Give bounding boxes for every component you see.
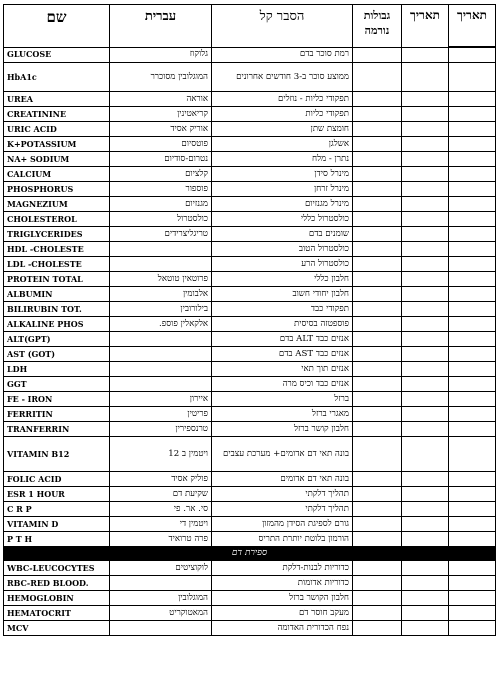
table-row <box>4 137 496 152</box>
test-name: VITAMIN D <box>4 517 110 532</box>
date-2-cell[interactable] <box>449 63 496 92</box>
date-1-cell[interactable] <box>402 437 449 472</box>
norm-range-cell[interactable] <box>353 47 402 63</box>
test-hebrew: אוריק אסיד <box>110 122 212 137</box>
norm-range-cell[interactable] <box>353 122 402 137</box>
test-explanation: חלבון קושר ברזל <box>212 422 353 437</box>
date-2-cell[interactable] <box>449 92 496 107</box>
test-hebrew: קלציום <box>110 167 212 182</box>
test-hebrew: אוראה <box>110 92 212 107</box>
test-explanation: כדוריות לבנות-דלקת <box>212 561 353 576</box>
table-row <box>4 287 496 302</box>
table-row <box>4 92 496 107</box>
date-2-cell[interactable] <box>449 332 496 347</box>
norm-range-cell[interactable] <box>353 362 402 377</box>
norm-range-cell[interactable] <box>353 347 402 362</box>
table-row <box>4 621 496 636</box>
date-2-cell[interactable] <box>449 392 496 407</box>
test-hebrew: אלקאלין פוספ. <box>110 317 212 332</box>
table-row <box>4 407 496 422</box>
table-row <box>4 302 496 317</box>
lab-tests-table <box>3 4 496 636</box>
date-2-cell[interactable] <box>449 137 496 152</box>
norm-range-cell[interactable] <box>353 407 402 422</box>
table-row <box>4 606 496 621</box>
test-explanation: מינרל סידן <box>212 167 353 182</box>
test-hebrew: פוספור <box>110 182 212 197</box>
tests-body <box>4 47 496 547</box>
date-2-cell[interactable] <box>449 272 496 287</box>
date-2-cell[interactable] <box>449 212 496 227</box>
test-hebrew <box>110 332 212 347</box>
test-explanation: בונה תאי דם אדומים <box>212 472 353 487</box>
date-2-cell[interactable] <box>449 152 496 167</box>
test-explanation: כולסטרול הטוב <box>212 242 353 257</box>
test-explanation: פוספטזה בסיסית <box>212 317 353 332</box>
test-explanation: מעקב חוסר דם <box>212 606 353 621</box>
test-explanation: בונה תאי דם אדומים+ מערכת עצבים <box>212 437 353 472</box>
test-name: HbA1c <box>4 63 110 92</box>
test-name: CREATININE <box>4 107 110 122</box>
table-row <box>4 182 496 197</box>
date-1-cell[interactable] <box>402 167 449 182</box>
norm-range-cell[interactable] <box>353 287 402 302</box>
test-explanation: מינרל מגנזיום <box>212 197 353 212</box>
test-explanation: אשלגן <box>212 137 353 152</box>
date-1-cell[interactable] <box>402 407 449 422</box>
table-row <box>4 107 496 122</box>
test-name: CHOLESTEROL <box>4 212 110 227</box>
header-hebrew: עברית <box>110 5 212 48</box>
date-1-cell[interactable] <box>402 591 449 606</box>
date-1-cell[interactable] <box>402 107 449 122</box>
norm-range-cell[interactable] <box>353 182 402 197</box>
test-name: ALT(GPT) <box>4 332 110 347</box>
test-hebrew: נטרום-סודיום <box>110 152 212 167</box>
norm-range-cell[interactable] <box>353 167 402 182</box>
date-1-cell[interactable] <box>402 362 449 377</box>
date-1-cell[interactable] <box>402 137 449 152</box>
norm-range-cell[interactable] <box>353 257 402 272</box>
test-explanation: תהליך דלקתי <box>212 487 353 502</box>
norm-range-cell[interactable] <box>353 152 402 167</box>
norm-range-cell[interactable] <box>353 392 402 407</box>
table-row <box>4 392 496 407</box>
test-name: HEMATOCRIT <box>4 606 110 621</box>
test-hebrew: לוקוציטים <box>110 561 212 576</box>
test-explanation: רמת סוכר בדם <box>212 47 353 63</box>
date-2-cell[interactable] <box>449 227 496 242</box>
test-name: PHOSPHORUS <box>4 182 110 197</box>
norm-range-cell[interactable] <box>353 272 402 287</box>
date-2-cell[interactable] <box>449 287 496 302</box>
test-name: ESR 1 HOUR <box>4 487 110 502</box>
test-hebrew <box>110 347 212 362</box>
norm-range-cell[interactable] <box>353 227 402 242</box>
test-explanation: אנזים כבד וכיס מרה <box>212 377 353 392</box>
date-2-cell[interactable] <box>449 621 496 636</box>
table-row <box>4 47 496 63</box>
date-2-cell[interactable] <box>449 437 496 472</box>
table-row <box>4 576 496 591</box>
date-2-cell[interactable] <box>449 532 496 547</box>
date-2-cell[interactable] <box>449 122 496 137</box>
test-name: PROTEIN TOTAL <box>4 272 110 287</box>
date-1-cell[interactable] <box>402 287 449 302</box>
date-2-cell[interactable] <box>449 182 496 197</box>
date-1-cell[interactable] <box>402 621 449 636</box>
date-2-cell[interactable] <box>449 502 496 517</box>
test-name: TRIGLYCERIDES <box>4 227 110 242</box>
date-1-cell[interactable] <box>402 272 449 287</box>
table-row <box>4 272 496 287</box>
date-1-cell[interactable] <box>402 122 449 137</box>
norm-range-cell[interactable] <box>353 92 402 107</box>
norm-range-cell[interactable] <box>353 606 402 621</box>
norm-range-cell[interactable] <box>353 502 402 517</box>
date-2-cell[interactable] <box>449 197 496 212</box>
norm-range-cell[interactable] <box>353 621 402 636</box>
test-hebrew: אלבומין <box>110 287 212 302</box>
date-1-cell[interactable] <box>402 317 449 332</box>
norm-range-cell[interactable] <box>353 63 402 92</box>
date-1-cell[interactable] <box>402 532 449 547</box>
header-name: שם <box>4 5 110 48</box>
test-explanation: מינרל זרחן <box>212 182 353 197</box>
test-name: UREA <box>4 92 110 107</box>
norm-range-cell[interactable] <box>353 422 402 437</box>
test-hebrew: מגנזיום <box>110 197 212 212</box>
date-2-cell[interactable] <box>449 487 496 502</box>
test-explanation: נתרן - מלח <box>212 152 353 167</box>
test-name: VITAMIN B12 <box>4 437 110 472</box>
table-row <box>4 257 496 272</box>
test-name: NA+ SODIUM <box>4 152 110 167</box>
date-2-cell[interactable] <box>449 576 496 591</box>
test-hebrew: טרנספירין <box>110 422 212 437</box>
norm-range-cell[interactable] <box>353 242 402 257</box>
header-date-1: תאריך <box>402 5 449 48</box>
date-2-cell[interactable] <box>449 47 496 63</box>
test-name: TRANFERRIN <box>4 422 110 437</box>
table-row <box>4 362 496 377</box>
date-2-cell[interactable] <box>449 472 496 487</box>
test-name: LDL -CHOLESTE <box>4 257 110 272</box>
test-hebrew: פרה טרואיד <box>110 532 212 547</box>
test-hebrew <box>110 576 212 591</box>
test-name: HDL -CHOLESTE <box>4 242 110 257</box>
norm-range-cell[interactable] <box>353 517 402 532</box>
table-row <box>4 212 496 227</box>
test-name: MCV <box>4 621 110 636</box>
norm-range-cell[interactable] <box>353 576 402 591</box>
test-hebrew: המוגלובין <box>110 591 212 606</box>
test-name: GGT <box>4 377 110 392</box>
date-1-cell[interactable] <box>402 377 449 392</box>
test-hebrew: ויטמין די <box>110 517 212 532</box>
test-name: RBC-RED BLOOD. <box>4 576 110 591</box>
date-1-cell[interactable] <box>402 347 449 362</box>
date-1-cell[interactable] <box>402 487 449 502</box>
test-explanation: אנזים כבד ALT בדם <box>212 332 353 347</box>
test-hebrew <box>110 242 212 257</box>
norm-range-cell[interactable] <box>353 487 402 502</box>
table-row <box>4 242 496 257</box>
test-name: CALCIUM <box>4 167 110 182</box>
table-row <box>4 317 496 332</box>
date-2-cell[interactable] <box>449 257 496 272</box>
norm-range-cell[interactable] <box>353 212 402 227</box>
date-1-cell[interactable] <box>402 63 449 92</box>
date-1-cell[interactable] <box>402 472 449 487</box>
test-hebrew <box>110 257 212 272</box>
test-name: MAGNEZIUM <box>4 197 110 212</box>
norm-range-cell[interactable] <box>353 332 402 347</box>
norm-range-cell[interactable] <box>353 107 402 122</box>
test-explanation: חומצת שתן <box>212 122 353 137</box>
test-name: WBC-LEUCOCYTES <box>4 561 110 576</box>
blood-count-body <box>4 561 496 636</box>
header-row <box>4 5 496 48</box>
date-1-cell[interactable] <box>402 227 449 242</box>
norm-range-cell[interactable] <box>353 197 402 212</box>
norm-range-cell[interactable] <box>353 137 402 152</box>
table-row <box>4 437 496 472</box>
test-explanation: חלבון הקושר ברזל <box>212 591 353 606</box>
date-2-cell[interactable] <box>449 591 496 606</box>
test-explanation: כדוריות אדומות <box>212 576 353 591</box>
table-row <box>4 502 496 517</box>
test-name: K+POTASSIUM <box>4 137 110 152</box>
test-name: URIC ACID <box>4 122 110 137</box>
test-explanation: כולסטרול כללי <box>212 212 353 227</box>
date-2-cell[interactable] <box>449 167 496 182</box>
test-explanation: תפקודי כליות <box>212 107 353 122</box>
date-2-cell[interactable] <box>449 362 496 377</box>
norm-range-cell[interactable] <box>353 317 402 332</box>
table-row <box>4 561 496 576</box>
date-2-cell[interactable] <box>449 302 496 317</box>
norm-range-cell[interactable] <box>353 532 402 547</box>
test-hebrew: איירון <box>110 392 212 407</box>
table-row <box>4 517 496 532</box>
norm-range-cell[interactable] <box>353 561 402 576</box>
date-1-cell[interactable] <box>402 152 449 167</box>
date-1-cell[interactable] <box>402 561 449 576</box>
date-1-cell[interactable] <box>402 422 449 437</box>
section-title: ספירת דם <box>4 547 496 561</box>
test-name: HEMOGLOBIN <box>4 591 110 606</box>
test-hebrew: פוטסיום <box>110 137 212 152</box>
test-explanation: תפקודי כליות - נוזלים <box>212 92 353 107</box>
test-explanation: ברזל <box>212 392 353 407</box>
test-hebrew: המאטוקריט <box>110 606 212 621</box>
norm-range-cell[interactable] <box>353 377 402 392</box>
test-hebrew: קריאטינין <box>110 107 212 122</box>
table-row <box>4 332 496 347</box>
test-explanation: אנזים כבד AST בדם <box>212 347 353 362</box>
table-row <box>4 63 496 92</box>
norm-range-cell[interactable] <box>353 437 402 472</box>
test-hebrew: פריטין <box>110 407 212 422</box>
date-2-cell[interactable] <box>449 242 496 257</box>
table-row <box>4 122 496 137</box>
header-norm-line1: גבולות <box>363 9 391 22</box>
norm-range-cell[interactable] <box>353 472 402 487</box>
table-row <box>4 487 496 502</box>
date-1-cell[interactable] <box>402 182 449 197</box>
test-explanation: גורם לספיגת הסידן מהמזון <box>212 517 353 532</box>
test-explanation: מאגרי ברזל <box>212 407 353 422</box>
table-row <box>4 591 496 606</box>
test-name: FE - IRON <box>4 392 110 407</box>
date-2-cell[interactable] <box>449 561 496 576</box>
date-1-cell[interactable] <box>402 47 449 63</box>
test-name: GLUCOSE <box>4 47 110 63</box>
date-1-cell[interactable] <box>402 332 449 347</box>
table-row <box>4 197 496 212</box>
test-hebrew: סי. אר. פי <box>110 502 212 517</box>
test-hebrew: המוגלובין מסוכרר <box>110 63 212 92</box>
test-name: ALKALINE PHOS <box>4 317 110 332</box>
date-2-cell[interactable] <box>449 317 496 332</box>
test-name: BILIRUBIN TOT. <box>4 302 110 317</box>
date-1-cell[interactable] <box>402 576 449 591</box>
date-1-cell[interactable] <box>402 302 449 317</box>
table-row <box>4 152 496 167</box>
test-hebrew: פוליק אסיד <box>110 472 212 487</box>
test-hebrew: כולסטרול <box>110 212 212 227</box>
date-1-cell[interactable] <box>402 242 449 257</box>
header-norm-line2: נורמה <box>364 24 390 37</box>
table-row <box>4 227 496 242</box>
test-explanation: נפח הכדורית האדומה <box>212 621 353 636</box>
date-2-cell[interactable] <box>449 517 496 532</box>
norm-range-cell[interactable] <box>353 591 402 606</box>
table-row <box>4 472 496 487</box>
date-1-cell[interactable] <box>402 502 449 517</box>
table-row <box>4 347 496 362</box>
header-explanation: הסבר קל <box>212 5 353 48</box>
test-explanation: הורמון בלוטת יותרת התריס <box>212 532 353 547</box>
date-1-cell[interactable] <box>402 517 449 532</box>
test-name: C R P <box>4 502 110 517</box>
date-1-cell[interactable] <box>402 392 449 407</box>
section-header-row <box>4 547 496 561</box>
table-row <box>4 422 496 437</box>
test-explanation: חלבון יחודי חשוב <box>212 287 353 302</box>
test-name: P T H <box>4 532 110 547</box>
test-hebrew <box>110 621 212 636</box>
table-row <box>4 167 496 182</box>
date-2-cell[interactable] <box>449 606 496 621</box>
test-explanation: חלבון כללי <box>212 272 353 287</box>
date-1-cell[interactable] <box>402 197 449 212</box>
test-hebrew <box>110 377 212 392</box>
date-1-cell[interactable] <box>402 92 449 107</box>
test-name: LDH <box>4 362 110 377</box>
date-1-cell[interactable] <box>402 257 449 272</box>
test-hebrew: פרוטאין טוטאל <box>110 272 212 287</box>
test-explanation: ממוצע סוכר ב-3 חודשים אחרונים <box>212 63 353 92</box>
test-name: FERRITIN <box>4 407 110 422</box>
test-name: AST (GOT) <box>4 347 110 362</box>
blood-test-form <box>3 4 495 636</box>
header-date-2: תאריך <box>449 5 496 48</box>
table-row <box>4 377 496 392</box>
test-hebrew: שקיעת דם <box>110 487 212 502</box>
date-1-cell[interactable] <box>402 212 449 227</box>
date-2-cell[interactable] <box>449 422 496 437</box>
test-explanation: כולסטרול הרע <box>212 257 353 272</box>
date-1-cell[interactable] <box>402 606 449 621</box>
date-2-cell[interactable] <box>449 107 496 122</box>
test-hebrew: בילורובין <box>110 302 212 317</box>
table-row <box>4 532 496 547</box>
test-hebrew: גלוקוז <box>110 47 212 63</box>
blood-count-section <box>4 547 496 561</box>
test-explanation: אנזים תוך תאי <box>212 362 353 377</box>
norm-range-cell[interactable] <box>353 302 402 317</box>
test-explanation: שומנים בדם <box>212 227 353 242</box>
date-2-cell[interactable] <box>449 347 496 362</box>
header-norm-range <box>353 5 402 48</box>
date-2-cell[interactable] <box>449 407 496 422</box>
test-hebrew <box>110 362 212 377</box>
test-hebrew: טריגליצרידים <box>110 227 212 242</box>
test-hebrew: ויטמין ב 12 <box>110 437 212 472</box>
date-2-cell[interactable] <box>449 377 496 392</box>
test-explanation: תהליך דלקתי <box>212 502 353 517</box>
test-name: FOLIC ACID <box>4 472 110 487</box>
test-explanation: תפקודי כבד <box>212 302 353 317</box>
test-name: ALBUMIN <box>4 287 110 302</box>
